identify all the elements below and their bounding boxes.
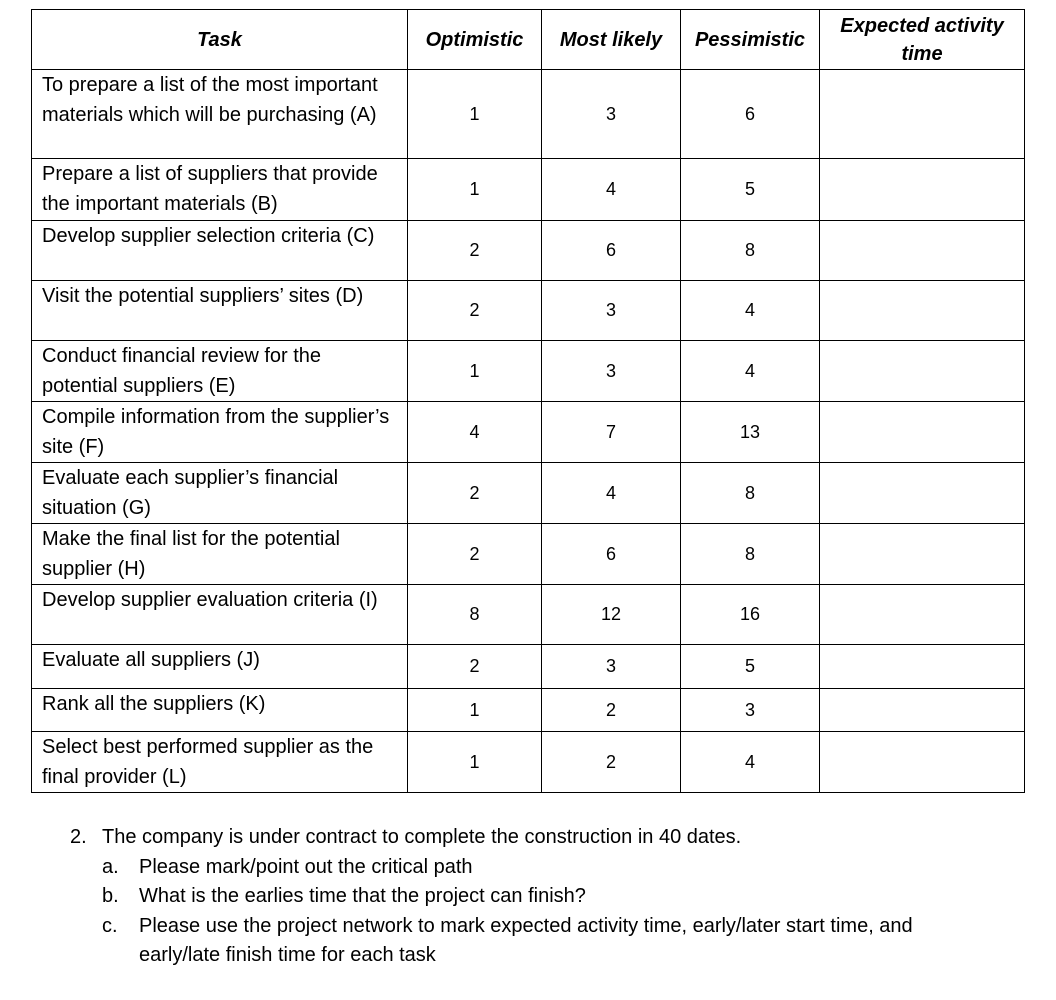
task-cell: Evaluate each supplier’s financial situation (G) bbox=[32, 463, 408, 524]
expected-time-cell bbox=[820, 689, 1025, 732]
sub-question-letter: a. bbox=[102, 855, 119, 878]
pessimistic-cell: 4 bbox=[681, 732, 820, 793]
expected-time-cell bbox=[820, 281, 1025, 341]
task-cell: Select best performed supplier as the final provider (L) bbox=[32, 732, 408, 793]
most-likely-cell: 6 bbox=[542, 221, 681, 281]
pessimistic-cell: 8 bbox=[681, 524, 820, 585]
question-2 bbox=[70, 823, 979, 853]
task-cell: Make the final list for the potential supplier (H) bbox=[32, 524, 408, 585]
sub-question-c bbox=[70, 912, 979, 971]
header-optimistic: Optimistic bbox=[408, 10, 542, 70]
pessimistic-cell: 5 bbox=[681, 645, 820, 689]
sub-question-a bbox=[70, 853, 979, 883]
task-cell: Compile information from the supplier’s site (F) bbox=[32, 402, 408, 463]
sub-question-b bbox=[70, 882, 979, 912]
sub-question-text: Please use the project network to mark expected activity time, early/later start time, and early/late finish time for each task bbox=[139, 914, 913, 966]
pessimistic-cell: 6 bbox=[681, 70, 820, 159]
most-likely-cell: 3 bbox=[542, 70, 681, 159]
optimistic-cell: 2 bbox=[408, 281, 542, 341]
table-row bbox=[32, 645, 1025, 689]
task-cell: Develop supplier selection criteria (C) bbox=[32, 221, 408, 281]
expected-time-cell bbox=[820, 463, 1025, 524]
optimistic-cell: 8 bbox=[408, 585, 542, 645]
pessimistic-cell: 8 bbox=[681, 463, 820, 524]
table-row bbox=[32, 341, 1025, 402]
sub-question-text: What is the earlies time that the project can finish? bbox=[139, 885, 586, 907]
header-expected-activity-time: Expected activity time bbox=[820, 10, 1025, 70]
pessimistic-cell: 16 bbox=[681, 585, 820, 645]
header-task: Task bbox=[32, 10, 408, 70]
pessimistic-cell: 13 bbox=[681, 402, 820, 463]
most-likely-cell: 3 bbox=[542, 341, 681, 402]
expected-time-cell bbox=[820, 732, 1025, 793]
task-cell: Conduct financial review for the potential suppliers (E) bbox=[32, 341, 408, 402]
table-row bbox=[32, 221, 1025, 281]
pessimistic-cell: 4 bbox=[681, 281, 820, 341]
table-row bbox=[32, 159, 1025, 221]
most-likely-cell: 2 bbox=[542, 732, 681, 793]
header-pessimistic: Pessimistic bbox=[681, 10, 820, 70]
header-most-likely: Most likely bbox=[542, 10, 681, 70]
sub-question-letter: c. bbox=[102, 914, 118, 937]
task-cell: Visit the potential suppliers’ sites (D) bbox=[32, 281, 408, 341]
table-row bbox=[32, 402, 1025, 463]
question-block bbox=[70, 823, 979, 971]
optimistic-cell: 2 bbox=[408, 524, 542, 585]
question-number: 2. bbox=[70, 826, 87, 848]
table-row bbox=[32, 463, 1025, 524]
optimistic-cell: 2 bbox=[408, 463, 542, 524]
sub-question-text: Please mark/point out the critical path bbox=[139, 855, 473, 878]
optimistic-cell: 2 bbox=[408, 221, 542, 281]
sub-question-letter: b. bbox=[102, 885, 119, 907]
optimistic-cell: 1 bbox=[408, 732, 542, 793]
pessimistic-cell: 4 bbox=[681, 341, 820, 402]
task-cell: Rank all the suppliers (K) bbox=[32, 689, 408, 732]
table-row bbox=[32, 524, 1025, 585]
table-header-row bbox=[32, 10, 1025, 70]
most-likely-cell: 12 bbox=[542, 585, 681, 645]
optimistic-cell: 1 bbox=[408, 159, 542, 221]
question-text: The company is under contract to complete the construction in 40 dates. bbox=[102, 826, 742, 848]
expected-time-cell bbox=[820, 524, 1025, 585]
most-likely-cell: 4 bbox=[542, 463, 681, 524]
pessimistic-cell: 3 bbox=[681, 689, 820, 732]
task-cell: Evaluate all suppliers (J) bbox=[32, 645, 408, 689]
most-likely-cell: 3 bbox=[542, 645, 681, 689]
table-row bbox=[32, 689, 1025, 732]
table-row bbox=[32, 281, 1025, 341]
expected-time-cell bbox=[820, 159, 1025, 221]
optimistic-cell: 4 bbox=[408, 402, 542, 463]
activity-time-table bbox=[31, 9, 1025, 793]
expected-time-cell bbox=[820, 585, 1025, 645]
pessimistic-cell: 8 bbox=[681, 221, 820, 281]
most-likely-cell: 7 bbox=[542, 402, 681, 463]
most-likely-cell: 6 bbox=[542, 524, 681, 585]
most-likely-cell: 3 bbox=[542, 281, 681, 341]
most-likely-cell: 4 bbox=[542, 159, 681, 221]
expected-time-cell bbox=[820, 645, 1025, 689]
optimistic-cell: 1 bbox=[408, 341, 542, 402]
optimistic-cell: 2 bbox=[408, 645, 542, 689]
table-row bbox=[32, 585, 1025, 645]
task-cell: Prepare a list of suppliers that provide the important materials (B) bbox=[32, 159, 408, 221]
table-row bbox=[32, 732, 1025, 793]
expected-time-cell bbox=[820, 402, 1025, 463]
pessimistic-cell: 5 bbox=[681, 159, 820, 221]
expected-time-cell bbox=[820, 70, 1025, 159]
optimistic-cell: 1 bbox=[408, 70, 542, 159]
task-cell: Develop supplier evaluation criteria (I) bbox=[32, 585, 408, 645]
expected-time-cell bbox=[820, 341, 1025, 402]
table-row bbox=[32, 70, 1025, 159]
optimistic-cell: 1 bbox=[408, 689, 542, 732]
task-cell: To prepare a list of the most important materials which will be purchasing (A) bbox=[32, 70, 408, 159]
most-likely-cell: 2 bbox=[542, 689, 681, 732]
expected-time-cell bbox=[820, 221, 1025, 281]
